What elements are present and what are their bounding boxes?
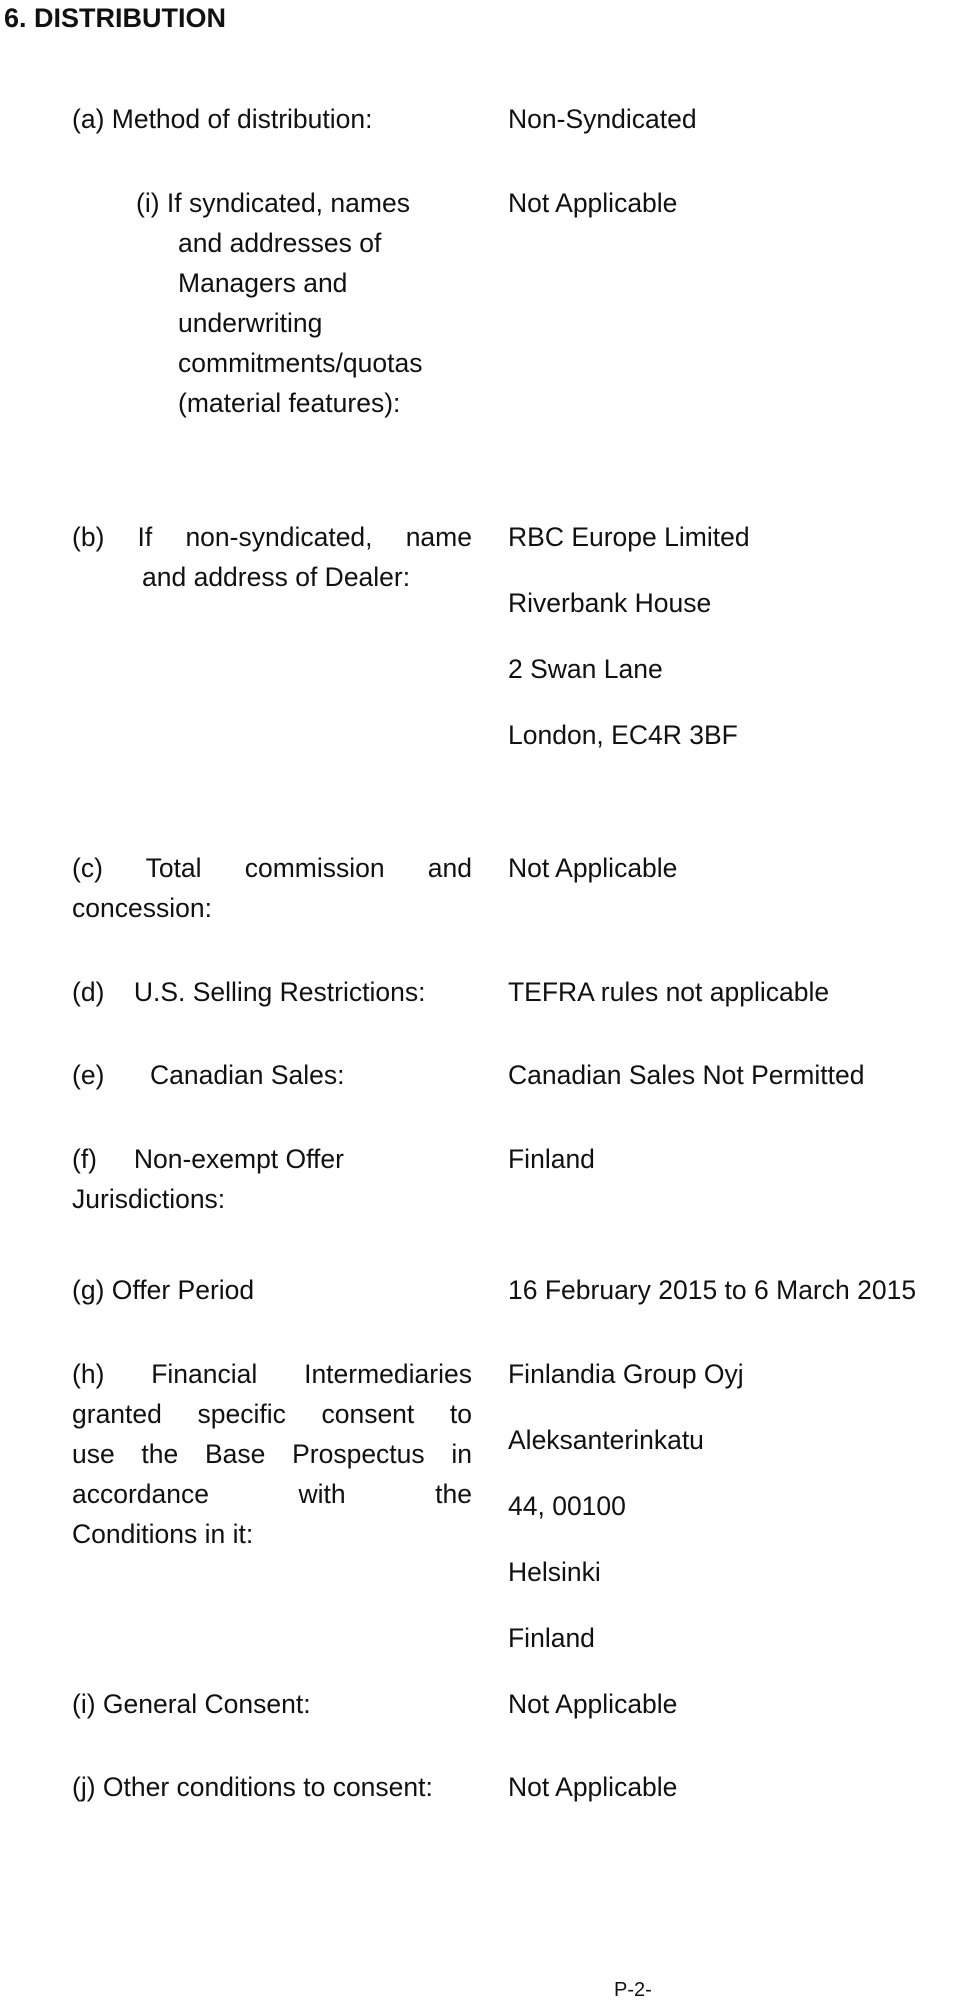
item-f-value: Finland bbox=[508, 1144, 595, 1174]
item-a-i-label-line-4: underwriting bbox=[178, 308, 323, 338]
item-c-value: Not Applicable bbox=[508, 853, 678, 883]
item-a-i-label-line-6: (material features): bbox=[178, 388, 401, 418]
item-c-label-line-1: (c) Total commission and bbox=[72, 853, 472, 883]
item-a-i-label-line-5: commitments/quotas bbox=[178, 348, 423, 378]
item-b-value-line-4: London, EC4R 3BF bbox=[508, 720, 738, 750]
item-b-value-line-1: RBC Europe Limited bbox=[508, 522, 750, 552]
item-d-label: (d) U.S. Selling Restrictions: bbox=[72, 977, 426, 1007]
item-j-label: (j) Other conditions to consent: bbox=[72, 1772, 433, 1802]
page-number: P-2- bbox=[614, 1979, 652, 2001]
item-b-label-line-1: (b) If non-syndicated, name bbox=[72, 522, 472, 552]
item-h-value-line-1: Finlandia Group Oyj bbox=[508, 1359, 744, 1389]
item-h-value-line-4: Helsinki bbox=[508, 1557, 601, 1587]
item-a-value: Non-Syndicated bbox=[508, 104, 697, 134]
item-e-label-text: Canadian Sales: bbox=[150, 1060, 345, 1090]
item-a-i-value: Not Applicable bbox=[508, 188, 678, 218]
item-i-value: Not Applicable bbox=[508, 1689, 678, 1719]
item-d-value: TEFRA rules not applicable bbox=[508, 977, 830, 1007]
item-h-value-line-3: 44, 00100 bbox=[508, 1491, 626, 1521]
item-b-value-line-3: 2 Swan Lane bbox=[508, 654, 663, 684]
item-h-value-line-5: Finland bbox=[508, 1623, 595, 1653]
item-a-i-label-line-3: Managers and bbox=[178, 268, 348, 298]
section-title: 6. DISTRIBUTION bbox=[4, 3, 227, 33]
item-a-i-label-line-2: and addresses of bbox=[178, 228, 382, 258]
item-i-label: (i) General Consent: bbox=[72, 1689, 311, 1719]
item-h-label-line-3: use the Base Prospectus in bbox=[72, 1439, 472, 1469]
item-e-value: Canadian Sales Not Permitted bbox=[508, 1060, 865, 1090]
item-h-label-line-4: accordance with the bbox=[72, 1479, 472, 1509]
item-b-label-line-2: and address of Dealer: bbox=[142, 562, 411, 592]
item-f-label-line-1: (f) Non-exempt Offer bbox=[72, 1144, 344, 1174]
item-e-label-prefix: (e) bbox=[72, 1060, 105, 1090]
item-g-label: (g) Offer Period bbox=[72, 1275, 255, 1305]
item-c-label-line-2: concession: bbox=[72, 893, 212, 923]
item-b-value-line-2: Riverbank House bbox=[508, 588, 712, 618]
item-h-label-line-2: granted specific consent to bbox=[72, 1399, 472, 1429]
item-a-label: (a) Method of distribution: bbox=[72, 104, 373, 134]
item-h-label-line-5: Conditions in it: bbox=[72, 1519, 254, 1549]
item-f-label-line-2: Jurisdictions: bbox=[72, 1184, 226, 1214]
item-j-value: Not Applicable bbox=[508, 1772, 678, 1802]
item-a-i-label-line-1: (i) If syndicated, names bbox=[136, 188, 410, 218]
item-h-value-line-2: Aleksanterinkatu bbox=[508, 1425, 704, 1455]
item-h-label-line-1: (h) Financial Intermediaries bbox=[72, 1359, 472, 1389]
item-g-value: 16 February 2015 to 6 March 2015 bbox=[508, 1275, 917, 1305]
